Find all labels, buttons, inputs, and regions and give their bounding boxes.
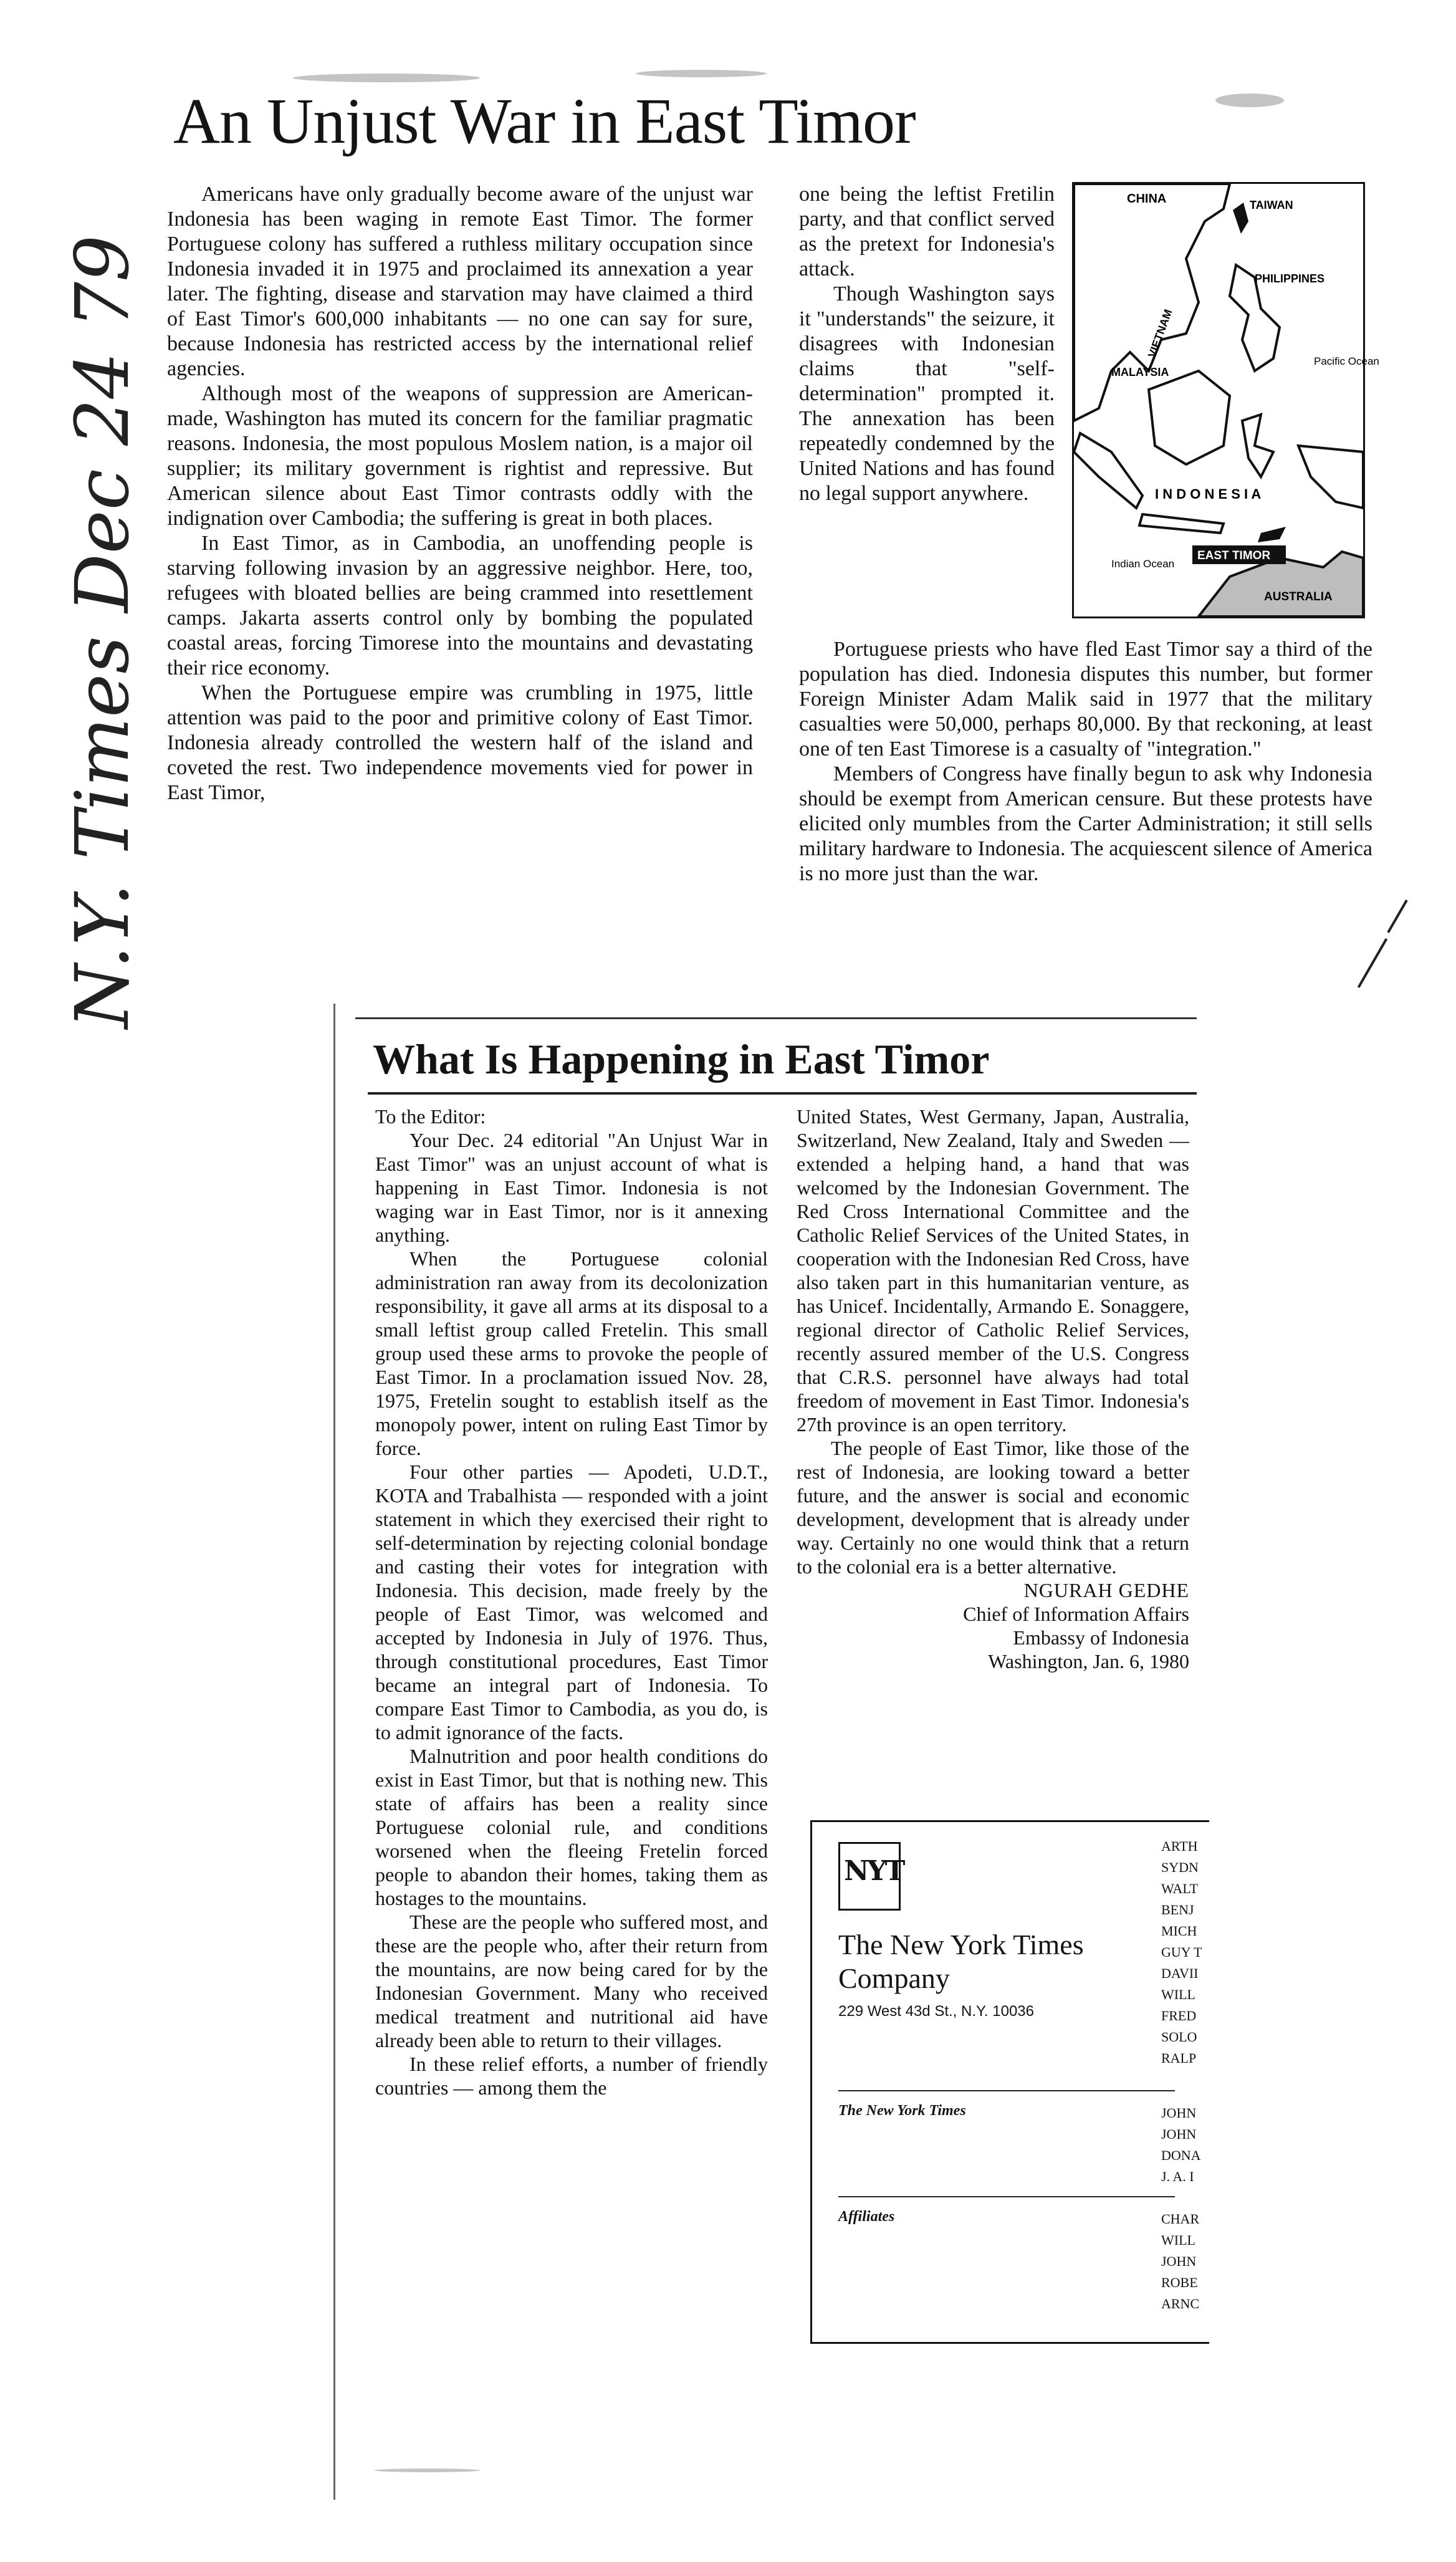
sumatra-shape [1074,433,1142,508]
officer-name: ARTH [1161,1838,1198,1854]
title-underline [368,1092,1197,1095]
map-label-australia: AUSTRALIA [1264,590,1333,603]
map-label-malaysia: MALAYSIA [1111,366,1169,378]
letter-paragraph: Four other parties — Apodeti, U.D.T., KOTA and Trabalhista — responded with a joint statement in which they exercised their right to self-determination by rejecting colonial bondage and casting their votes for integration with Indonesia. This decision, made freely by the people of East Timor, was welcomed and accepted by Indonesia in July of 1976. Thus, through constitutional procedures, East Timor became an integral part of Indonesia. To compare East Timor to Cambodia, as you do, is to admit ignorance of the facts. [375,1461,768,1744]
sulawesi-shape [1242,415,1273,477]
officer-name: WILL [1161,2232,1195,2248]
speckle [374,2468,480,2472]
signature-title: Chief of Information Affairs [963,1603,1189,1625]
letter-title: What Is Happening in East Timor [373,1035,990,1083]
names-bottom [1161,2209,1210,2315]
masthead-divider [838,2090,1175,2091]
company-address: 229 West 43d St., N.Y. 10036 [838,2003,1034,2020]
company-name-line1: The New York Times [838,1929,1084,1960]
officer-name: ROBE [1161,2275,1198,2290]
editorial-paragraph: In East Timor, as in Cambodia, an unoffending people is starving following invasion by an aggressive neighbor. Here, too, refugees with bloated bellies are being crammed into resettlement camps. Jakarta asserts control only by bombing the populated coastal areas, forcing Timorese into the mountains and devastating their rice economy. [167,532,753,679]
officer-name: RALP [1161,2050,1197,2066]
map-label-indian-ocean: Indian Ocean [1111,558,1175,570]
letter-paragraph: These are the people who suffered most, and these are the people who, after their return from the mountains, are now being cared for by the Indonesian Government. Many who received medical treatment and nutritional aid have already been able to return to their villages. [375,1911,768,2051]
speckle [636,70,767,77]
officer-name: WILL [1161,1987,1195,2002]
names-mid [1161,2103,1210,2187]
officer-name: DAVII [1161,1965,1199,1981]
officer-name: FRED [1161,2008,1197,2023]
officer-name: GUY T [1161,1944,1202,1960]
company-name-line2: Company [838,1962,950,1994]
map-label-indonesia: I N D O N E S I A [1155,486,1262,502]
officer-name: MICH [1161,1923,1197,1939]
map-label-taiwan: TAIWAN [1250,199,1293,211]
officer-name: BENJ [1161,1902,1194,1917]
masthead-divider [838,2196,1175,2197]
speckle [1215,94,1284,107]
letter-paragraph: Your Dec. 24 editorial "An Unjust War in East Timor" was an unjust account of what is happening in East Timor. Indonesia is not waging war in East Timor, nor is it annexing anything. [375,1129,768,1246]
officer-name: WALT [1161,1881,1199,1896]
masthead-box [810,1820,1209,2344]
editorial-paragraph: Portuguese priests who have fled East Timor say a third of the population has died. Indonesia disputes this number, but former Foreign Minister Adam Malik said in 1977 that the military casualties were 50,000, perhaps 80,000. By that reckoning, at least one of ten East Timorese is a casualty of "integration." [799,638,1372,760]
officer-name: ARNC [1161,2296,1200,2311]
editorial-column-right-wide [799,637,1372,886]
letter-signature [797,1578,1189,1673]
editorial-paragraph: Though Washington says it "understands" the seizure, it disagrees with Indonesian claims that "self-determination" prompted it. The annexation has been repeatedly condemned by the United Nations and has found no legal support anywhere. [799,282,1055,505]
officer-name: JOHN [1161,2253,1197,2269]
handwritten-margin-note: N.Y. Times Dec 24 79 [59,235,145,1029]
new-guinea-shape [1298,446,1363,508]
officer-name: JOHN [1161,2126,1197,2142]
nyt-logo [838,1842,904,1911]
signature-name: NGURAH GEDHE [1023,1579,1189,1601]
section-label-affiliates: Affiliates [838,2209,895,2225]
officer-name: SOLO [1161,2029,1197,2045]
company-name [838,1928,1138,1995]
letter-paragraph: The people of East Timor, like those of the rest of Indonesia, are looking toward a better future, and the answer is social and economic development, development that is already under way. Certainly no one would think that a return to the colonial era is a better alternative. [797,1437,1189,1578]
map-label-china: CHINA [1127,192,1167,206]
section-label-times: The New York Times [838,2103,966,2119]
margin-mark [1387,900,1407,933]
signature-org: Embassy of Indonesia [1013,1626,1189,1649]
speckle [293,74,480,82]
java-shape [1139,514,1224,533]
map-label-philippines: PHILIPPINES [1255,272,1325,285]
letter-paragraph: In these relief efforts, a number of friendly countries — among them the [375,2053,768,2099]
taiwan-shape [1233,203,1248,234]
officer-name: SYDN [1161,1859,1199,1875]
letter-salutation: To the Editor: [375,1105,486,1128]
editorial-paragraph: one being the leftist Fretilin party, and that conflict served as the pretext for Indonesia's attack. [799,183,1055,281]
map-graphic [1074,184,1379,617]
letter-paragraph: United States, West Germany, Japan, Australia, Switzerland, New Zealand, Italy and Sweden — extended a helping hand, a hand that was welcomed by the Indonesian Government. The Red Cross International Committee and the Catholic Relief Services of the United States, in cooperation with the Indonesian Red Cross, have also taken part in this humanitarian venture, as has Unicef. Incidentally, Armando E. Sonaggere, regional director of Catholic Relief Services, recently assured member of the U.S. Congress that C.R.S. personnel have always had total freedom of movement in East Timor. Indonesia's 27th province is an open territory. [797,1105,1189,1436]
editorial-paragraph: Members of Congress have finally begun to ask why Indonesia should be exempt from American censure. But these protests have elicited only mumbles from the Carter Administration; it still sells military hardware to Indonesia. The acquiescent silence of America is no more just than the war. [799,762,1372,885]
timor-shape [1258,527,1286,542]
signature-place-date: Washington, Jan. 6, 1980 [988,1650,1189,1672]
borneo-shape [1149,371,1230,464]
mainland-shape [1074,184,1230,421]
clipping-edge-left [333,1004,335,2500]
editorial-paragraph: Americans have only gradually become aware of the unjust war Indonesia has been waging in remote East Timor. The former Portuguese colony has suffered a ruthless military occupation since Indonesia invaded it in 1975 and proclaimed its annexation a year later. The fighting, disease and starvation may have claimed a third of East Timor's 600,000 inhabitants — no one can say for sure, because Indonesia has restricted access by the international relief agencies. [167,183,753,380]
officer-name: CHAR [1161,2211,1200,2227]
letter-paragraph: When the Portuguese colonial administration ran away from its decolonization responsibility, it gave all arms at its disposal to a small leftist group called Fretelin. This small group used these arms to provoke the people of East Timor. In a proclamation issued Nov. 28, 1975, Fretelin sought to establish itself as the monopoly power, intent on ruling East Timor by force. [375,1247,768,1459]
editorial-column-left [167,182,753,805]
map-label-east-timor: EAST TIMOR [1197,549,1271,562]
letter-column-right [797,1105,1189,1673]
map-label-vietnam: VIETNAM [1145,307,1175,360]
letter-column-left [375,1105,768,2099]
clipping-edge-top [355,1017,1197,1019]
editorial-title: An Unjust War in East Timor [173,85,916,157]
officer-name: DONA [1161,2147,1201,2163]
officer-name: JOHN [1161,2105,1197,2121]
nyt-logo-text: NYT [844,1855,904,1887]
editorial-column-right-narrow [799,182,1055,506]
margin-mark [1358,938,1387,988]
officer-name: J. A. I [1161,2169,1194,2184]
east-timor-map [1072,182,1379,618]
names-top [1161,1836,1210,2069]
map-label-pacific: Pacific Ocean [1314,355,1379,367]
editorial-paragraph: When the Portuguese empire was crumbling in 1975, little attention was paid to the poor and primitive colony of East Timor. Indonesia already controlled the western half of the island and coveted the rest. Two independence movements vied for power in East Timor, [167,681,753,804]
editorial-paragraph: Although most of the weapons of suppression are American-made, Washington has muted its concern for the familiar pragmatic reasons. Indonesia, the most populous Moslem nation, is a major oil supplier; its military government is rightist and repressive. But American silence about East Timor contrasts oddly with the indignation over Cambodia; the suffering is great in both places. [167,382,753,530]
letter-paragraph: Malnutrition and poor health conditions do exist in East Timor, but that is nothing new. This state of affairs has been a reality since Portuguese colonial rule, and conditions worsened when the fleeing Fretelin forced people to abandon their homes, taking them as hostages to the mountains. [375,1745,768,1909]
